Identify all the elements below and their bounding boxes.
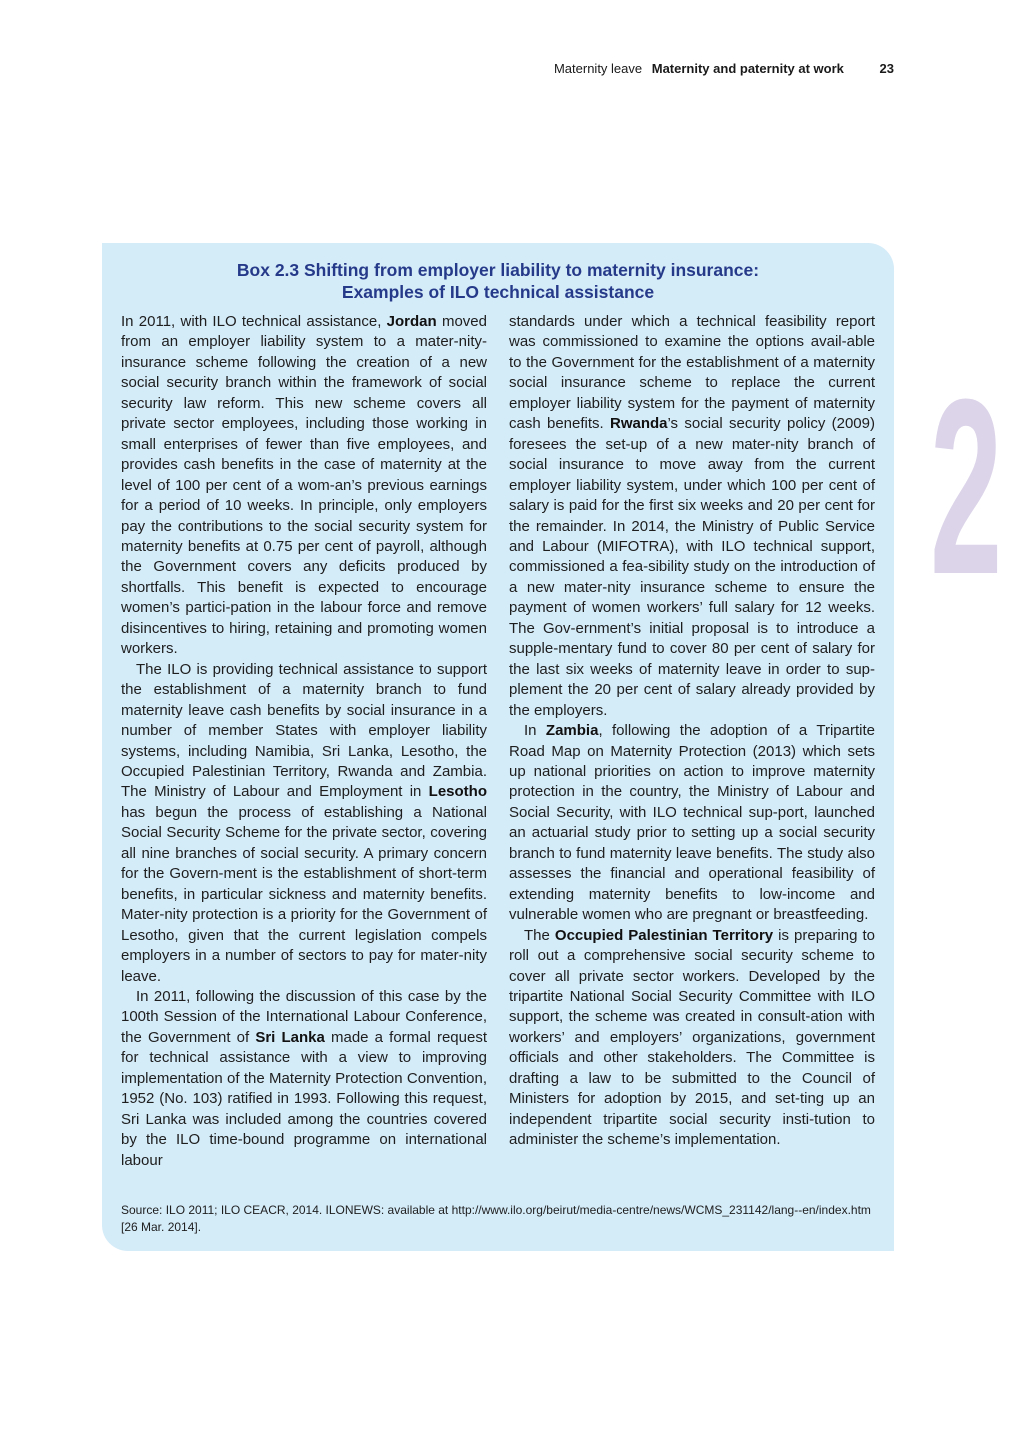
- box-title-line-2: Examples of ILO technical assistance: [341, 282, 655, 302]
- country-rwanda: Rwanda: [609, 415, 668, 433]
- paragraph-rwanda: [509, 312, 875, 721]
- section-title: Maternity leave: [553, 61, 643, 76]
- box-title-line-1: Box 2.3 Shifting from employer liability to maternity insurance:: [236, 260, 760, 280]
- paragraph-text: is preparing to roll out a comprehensive social security scheme to cover all private sector workers. Developed by the tripartite National Social Security Committee with ILO support, the scheme was created in consult-ation with workers’ and employers’ organizations, government officials and other stakeholders. The Committee is drafting a law to be submitted to the Council of Ministers for adoption by 2015, and set-ting up an independent tripartite social security insti-tution to administer the scheme’s implementation.: [509, 926, 875, 1149]
- chapter-tab-number: 2: [930, 347, 1003, 626]
- paragraph-text: The ILO is providing technical assistance to support the establishment of a maternity branch to fund maternity leave cash benefits by social insurance in a number of member States with employer liability systems, including Namibia, Sri Lanka, Lesotho, the Occupied Palestinian Territory, Rwanda and Zambia. The Ministry of Labour and Employment in: [121, 660, 487, 801]
- paragraph-jordan: [121, 312, 487, 660]
- paragraph-text: In 2011, with ILO technical assistance,: [121, 313, 387, 330]
- right-column: [509, 312, 875, 1151]
- paragraph-text: moved from an employer liability system to a mater-nity- insurance scheme following the creation of a new social security branch within the framework of social security law reform. This new scheme covers all private sector employees, including those working in small enterprises of fewer than five employees, and provides cash benefits in the case of maternity at the level of 100 per cent of a wom-an’s previous earnings for a period of 10 weeks. In principle, only employers pay the contributions to the social security system for maternity benefits at 0.75 per cent of payroll, although the Government covers any deficits produced by shortfalls. This benefit is expected to encourage women’s partici-pation in the labour force and remove disincentives to hiring, retaining and promoting women workers.: [121, 313, 487, 658]
- source-note: Source: ILO 2011; ILO CEACR, 2014. ILONEWS: available at http://www.ilo.org/beirut/media-centre/news/WCMS_231142/lang--en/index.htm [26 Mar. 2014].: [121, 1203, 871, 1234]
- page-number: 23: [879, 61, 894, 76]
- box-title: [102, 259, 894, 303]
- country-jordan: Jordan: [386, 313, 437, 330]
- paragraph-text: made a formal request for technical assistance with a view to improving implementation of the Maternity Protection Convention, 1952 (No. 103) ratified in 1993. Following this request, Sri Lanka was included among the countries covered by the ILO time-bound programme on international labour: [121, 1028, 488, 1169]
- paragraph-text: has begun the process of establishing a National Social Security Scheme for the private sector, covering all nine branches of social security. A primary concern for the Govern-ment is the establishment of short-term benefits, in particular sickness and maternity benefits. Mater-nity protection is a priority for the Government of Lesotho, given that the current legislation compels employers in a number of sectors to pay for mater-nity leave.: [121, 803, 487, 985]
- country-lesotho: Lesotho: [428, 783, 487, 801]
- paragraph-palestine: [509, 926, 875, 1151]
- country-occupied-palestinian-territory: Occupied Palestinian Territory: [554, 926, 774, 944]
- country-zambia: Zambia: [545, 722, 599, 740]
- paragraph-text: , following the adoption of a Tripartite Road Map on Maternity Protection (2013) which sets up national priorities on action to improve maternity protection in the country, the Ministry of Labour and Social Security, with ILO technical sup-port, launched an actuarial study prior to setting up a social security branch to fund maternity leave benefits. The study also assesses the financial and operational feasibility of extending maternity benefits to low-income and vulnerable women who are pregnant or breastfeeding.: [509, 722, 875, 924]
- paragraph-text: The: [524, 926, 555, 944]
- paragraph-text: ’s social security policy (2009) foresees the set-up of a new mater-nity branch of social insurance to move away from the current employer liability system, under which 100 per cent of salary is paid for the first six weeks and 20 per cent for the remainder. In 2014, the Ministry of Public Service and Labour (MIFOTRA), with ILO technical support, commissioned a fea-sibility study on the introduction of a new mater-nity insurance scheme to ensure the payment of women workers’ full salary for 12 weeks. The Gov-ernment’s initial proposal is to introduce a supple-mentary fund to cover 80 per cent of salary for the last six weeks of maternity leave in order to sup-plement the 20 per cent of salary already provided by the employers.: [509, 415, 875, 719]
- running-header: [400, 61, 894, 76]
- paragraph-lesotho: [121, 660, 487, 987]
- country-sri-lanka: Sri Lanka: [255, 1028, 325, 1046]
- paragraph-text: In: [524, 722, 546, 740]
- paragraph-zambia: [509, 721, 875, 926]
- left-column: [121, 312, 487, 1171]
- info-box: [102, 243, 894, 1251]
- paragraph-sri-lanka: [121, 987, 487, 1171]
- chapter-title: Maternity and paternity at work: [651, 61, 844, 76]
- paragraph-text: standards under which a technical feasibility report was commissioned to examine the options avail-able to the Government for the establishment of a maternity social insurance scheme to replace the current employer liability system for the payment of maternity cash benefits.: [509, 313, 875, 433]
- paragraph-text: In 2011, following the discussion of this case by the 100th Session of the International Labour Conference, the Government of: [121, 987, 487, 1046]
